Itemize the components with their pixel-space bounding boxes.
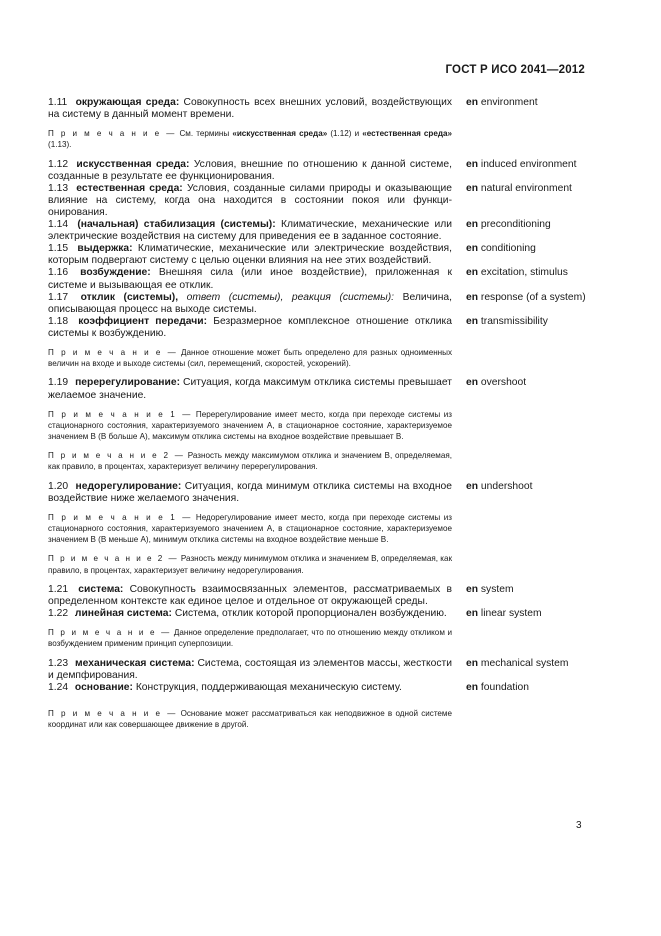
english-term: mechanical system <box>480 657 569 669</box>
term-entry-1-24 <box>48 682 588 694</box>
term-number: 1.17 <box>48 291 69 303</box>
term-name: недорегулирование: <box>75 480 182 492</box>
term-number: 1.20 <box>48 480 69 492</box>
note-1-11: П р и м е ч а н и е — См. термины «искусственная среда» (1.12) и «естественная среда» (1.13). <box>48 129 452 150</box>
english-term: environment <box>480 97 538 108</box>
lang-code: en <box>466 657 479 669</box>
term-entry-1-20 <box>48 481 588 505</box>
term-definition: Система, состоящая из элементов массы, жесткости и демпфирования. <box>48 657 452 681</box>
term-name: естественная среда: <box>76 182 183 194</box>
term-number: 1.12 <box>48 158 69 170</box>
term-entry-1-11 <box>48 97 588 121</box>
term-name: основание: <box>74 681 133 693</box>
term-entry-1-19 <box>48 377 588 401</box>
note-1-19-1: П р и м е ч а н и е 1 — Перерегулирование имеет место, когда при переходе системы из стационарного состояния, характеризуемого значением A, в стационарное состояние, характеризуемое значением B (B больше A), максимум отклика системы на входное воздействие превышает B. <box>48 409 452 441</box>
note-1-24: П р и м е ч а н и е — Основание может рассматриваться как неподвижное в одной системе координат или как совершающее движение в другой. <box>48 708 452 729</box>
lang-code: en <box>466 480 479 492</box>
note-1-20-1: П р и м е ч а н и е 1 — Недорегулирование имеет место, когда при переходе системы из стационарного состояния, характеризуемого значением A, в стационарное состояние, характеризуемое значением B (B меньше A), минимум отклика системы на входное воздействие меньше B. <box>48 512 452 545</box>
english-term: response (of a system) <box>480 291 586 303</box>
term-definition: Система, отклик которой пропорционален возбуждению. <box>174 608 447 619</box>
lang-code: en <box>466 291 479 303</box>
term-name: перерегулирование: <box>75 377 181 389</box>
term-definition: Величина, описывающая процесс на выходе системы. <box>48 291 452 315</box>
term-number: 1.15 <box>48 243 69 255</box>
term-definition: Ситуация, когда минимум отклика системы на входное воздействие ниже желаемого значения. <box>48 480 452 504</box>
term-name: отклик (системы), <box>80 291 179 303</box>
term-number: 1.22 <box>48 608 69 619</box>
note-1-18: П р и м е ч а н и е — Данное отношение может быть определено для разных одноименных величин на входе и выходе системы (сил, перемещений, скоростей, ускорений). <box>48 348 453 369</box>
lang-code: en <box>466 243 479 255</box>
term-entry-1-21 <box>48 584 588 608</box>
lang-code: en <box>466 315 479 327</box>
english-term: overshoot <box>480 377 527 389</box>
term-name: система: <box>78 583 124 595</box>
term-number: 1.18 <box>48 315 69 327</box>
term-definition: Климатические, механические или электрические воздействия на систему для приведения ее в заданное состояние. <box>48 219 452 243</box>
terms-list <box>48 97 588 738</box>
lang-code: en <box>466 608 479 619</box>
lang-code: en <box>466 583 479 595</box>
lang-code: en <box>466 219 479 231</box>
english-term: transmissibility <box>480 315 548 327</box>
term-entry-1-12 <box>48 159 588 183</box>
term-synonyms: ответ (системы), реакция (системы): <box>186 291 395 303</box>
term-name: искусственная среда: <box>76 158 190 170</box>
english-term: induced environment <box>480 158 577 170</box>
term-entry-1-14 <box>48 219 588 243</box>
term-number: 1.19 <box>48 377 69 389</box>
term-name: окружающая среда: <box>75 97 180 108</box>
term-entry-1-15 <box>48 243 588 267</box>
term-definition: Безразмерное комплексное отношение отклика системы к возбуждению. <box>48 315 452 339</box>
term-definition: Ситуация, когда максимум отклика системы превышает желаемое значение. <box>48 377 452 401</box>
term-number: 1.14 <box>48 219 69 231</box>
term-number: 1.23 <box>48 657 69 669</box>
term-name: линейная система: <box>74 608 172 619</box>
term-entry-1-13 <box>48 183 588 219</box>
page-number: 3 <box>576 820 582 831</box>
note-1-19-2: П р и м е ч а н и е 2 — Разность между максимумом отклика и значением B, определяемая, как правило, в процентах, характеризует величину перерегулирования. <box>48 451 452 472</box>
term-definition: Конструкция, поддерживающая механическую систему. <box>135 681 402 693</box>
term-name: возбуждение: <box>80 267 151 279</box>
term-definition: Климатические, механические или электрические воздействия, которым подвергают систему с целью оценки влияния на нее этих воздействий. <box>48 243 452 267</box>
term-name: (начальная) стабилизация (системы): <box>77 219 276 231</box>
term-entry-1-23 <box>48 658 588 682</box>
term-entry-1-17 <box>48 292 588 316</box>
english-term: natural environment <box>480 182 572 194</box>
term-name: механическая система: <box>75 657 195 669</box>
english-term: system <box>480 583 514 595</box>
term-entry-1-22 <box>48 608 588 620</box>
english-term: undershoot <box>480 480 533 492</box>
english-term: preconditioning <box>480 219 551 231</box>
term-entry-1-18 <box>48 316 588 340</box>
term-entry-1-16 <box>48 267 588 291</box>
lang-code: en <box>466 158 479 170</box>
english-term: excitation, stimulus <box>480 267 568 279</box>
document-header: ГОСТ Р ИСО 2041—2012 <box>445 64 585 76</box>
term-definition: Условия, внешние по отношению к данной системе, созданные в результате ее функционирования. <box>48 158 452 182</box>
term-number: 1.21 <box>48 583 69 595</box>
term-definition: Совокупность взаимосвязанных элементов, рассматриваемых в определенном контексте как единое целое и отдельное от окружающей среды. <box>48 583 452 607</box>
english-term: linear system <box>480 608 542 619</box>
term-definition: Условия, созданные силами природы и оказывающие влияние на систему, когда она находится в состоянии покоя или функционирования. <box>48 182 452 218</box>
lang-code: en <box>466 377 479 389</box>
english-term: conditioning <box>480 243 536 255</box>
lang-code: en <box>466 267 479 279</box>
term-name: коэффициент передачи: <box>78 315 208 327</box>
term-name: выдержка: <box>77 243 133 255</box>
note-1-20-2: П р и м е ч а н и е 2 — Разность между минимумом отклика и значением B, определяемая, как правило, в процентах, характеризует величину недорегулирования. <box>48 554 452 575</box>
term-number: 1.11 <box>48 97 68 108</box>
english-term: foundation <box>480 681 530 693</box>
term-definition: Внешняя сила (или иное воздействие), приложенная к системе и вызывающая ее отклик. <box>48 267 452 291</box>
lang-code: en <box>466 182 479 194</box>
term-number: 1.16 <box>48 267 69 279</box>
term-number: 1.13 <box>48 182 69 194</box>
lang-code: en <box>466 97 479 108</box>
term-definition: Совокупность всех внешних условий, воздействующих на систему в данный момент времени. <box>48 97 452 121</box>
lang-code: en <box>466 681 479 693</box>
term-number: 1.24 <box>48 681 69 693</box>
note-1-22: П р и м е ч а н и е — Данное определение предполагает, что по отношению между откликом и возбуждением применим принцип суперпозиции. <box>48 628 453 649</box>
